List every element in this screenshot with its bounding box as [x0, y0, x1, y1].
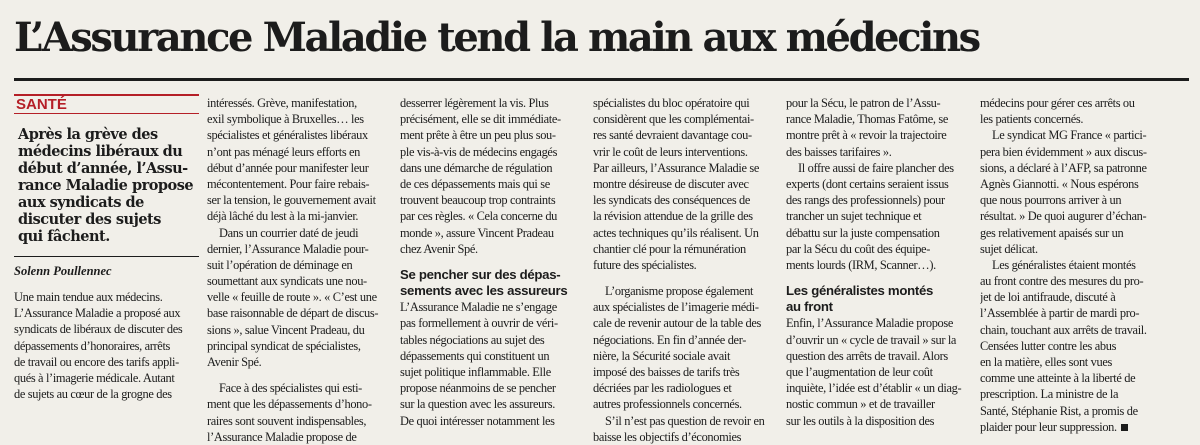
- text-line: nière, la Sécurité sociale avait: [593, 348, 731, 363]
- text-line: dans une démarche de régulation: [400, 160, 553, 175]
- text-line: n’ont pas ménagé leurs efforts en: [207, 144, 361, 159]
- text-line: montre désireuse de discuter avec: [593, 176, 749, 191]
- text-line: imposé des baisses de tarifs très: [593, 365, 740, 379]
- text-line: Dans un courrier daté de jeudi: [219, 225, 359, 240]
- text-line: ple vis-à-vis de médecins engagés: [400, 144, 558, 159]
- chapeau-line: début d’année, l’Assu-: [18, 160, 188, 177]
- text-line: raires sont souvent indispensables,: [207, 413, 367, 428]
- text-line: propose néanmoins de se pencher: [400, 381, 556, 396]
- subheading: sements avec les assureurs: [400, 283, 568, 299]
- text-line: débattu sur la juste compensation: [786, 225, 940, 240]
- text-line: intéressés. Grève, manifestation,: [207, 96, 357, 110]
- text-line: pour la Sécu, le patron de l’Assu-: [786, 96, 941, 110]
- text-line: précisément, elle se dit immédiate-: [400, 112, 561, 127]
- text-line: Face à des spécialistes qui esti-: [219, 381, 362, 396]
- text-line: aux spécialistes de l’imagerie médi-: [593, 300, 759, 315]
- text-line: dépassements qui constituent un: [400, 348, 550, 363]
- subheading: au front: [786, 299, 833, 315]
- text-line: baisse les objectifs d’économies: [593, 429, 742, 444]
- text-line: Censées lutter contre les abus: [980, 338, 1117, 353]
- text-line: L’Assurance Maladie a proposé aux: [14, 306, 181, 321]
- text-line: Les généralistes étaient montés: [992, 257, 1136, 272]
- text-line: cale de revenir autour de la table des: [593, 316, 761, 331]
- text-line: de travail ou encore des tarifs appli-: [14, 354, 179, 369]
- column-2: [207, 95, 389, 445]
- text-line: début d’année pour manifester leur: [207, 160, 369, 175]
- text-line: par la Sécu du coût des équipe-: [786, 241, 930, 256]
- text-line: pera bien évidemment » aux discus-: [980, 144, 1147, 159]
- text-line: de sujets au cœur de la grogne des: [14, 387, 172, 402]
- text-line: qués à l’imagerie médicale. Autant: [14, 370, 175, 385]
- text-line: De quoi intéresser notamment les: [400, 413, 555, 428]
- text-line: L’organisme propose également: [605, 284, 754, 299]
- text-line: Avenir Spé.: [207, 355, 262, 369]
- text-line: négociations. En fin d’année der-: [593, 332, 747, 347]
- headline-rule: [14, 78, 1189, 81]
- chapeau-line: rance Maladie propose: [18, 177, 194, 194]
- text-line: ser la tension, le gouvernement avait: [207, 193, 376, 208]
- text-line: les syndicats des conséquences de: [593, 193, 751, 208]
- text-line: de ces dépassements mais qui se: [400, 176, 550, 191]
- text-line: future des spécialistes.: [593, 257, 697, 272]
- text-line-content: plaider pour leur suppression.: [980, 419, 1117, 434]
- text-line: que nous pourrons arriver à un: [980, 193, 1122, 208]
- text-line: Une main tendue aux médecins.: [14, 290, 163, 304]
- text-line: exil symbolique à Bruxelles… les: [207, 112, 364, 127]
- text-line: principal syndicat de spécialistes,: [207, 338, 361, 353]
- text-line: l’Assemblée à partir de mardi pro-: [980, 306, 1140, 321]
- subheading: Se pencher sur des dépas-: [400, 266, 561, 282]
- text-line: nostic commun » et de travailler: [786, 397, 935, 412]
- column-1: [14, 289, 196, 402]
- text-line: ment que les dépassements d’hono-: [207, 397, 372, 412]
- chapeau-line: discuter des sujets: [18, 211, 161, 228]
- text-line: experts (dont certains seraient issus: [786, 176, 949, 191]
- text-line: que l’augmentation de leur coût: [786, 365, 933, 379]
- text-line: ges relativement apaisés sur un: [980, 225, 1124, 240]
- text-line: S’il n’est pas question de revoir en: [605, 413, 765, 428]
- text-line: velle « feuille de route ». « C’est une: [207, 290, 377, 305]
- text-line: sur la question avec les assureurs.: [400, 397, 555, 412]
- text-line: spécialistes et généralistes libéraux: [207, 128, 368, 143]
- text-line: inquiète, l’idée est d’établir « un diag-: [786, 381, 962, 396]
- text-line: actes techniques qu’ils réalisent. Un: [593, 225, 759, 240]
- text-line-last: [980, 419, 1162, 435]
- text-line: l’Assurance Maladie propose de: [207, 429, 357, 444]
- text-line: res santé devraient davantage cou-: [593, 128, 752, 143]
- text-line: Le syndicat MG France « partici-: [992, 128, 1147, 143]
- headline: L’Assurance Maladie tend la main aux médecins: [14, 14, 979, 61]
- chapeau-line: aux syndicats de: [18, 194, 144, 211]
- text-line: Santé, Stéphanie Rist, a promis de: [980, 403, 1138, 418]
- text-line: Agnès Giannotti. « Nous espérons: [980, 176, 1139, 191]
- subheading: Les généralistes montés: [786, 283, 934, 299]
- text-line: sions, a déclaré à l’AFP, sa patronne: [980, 160, 1147, 175]
- text-line: chantier clé pour la rémunération: [593, 241, 746, 256]
- text-line: tables négociations au sujet des: [400, 332, 545, 347]
- text-line: question des arrêts de travail. Alors: [786, 348, 948, 363]
- author-byline: Solenn Poullennec: [14, 256, 199, 279]
- chapeau: [18, 126, 196, 245]
- text-line: Il offre aussi de faire plancher des: [798, 160, 954, 175]
- text-line: comme une atteinte à la liberté de: [980, 371, 1136, 386]
- section-rubric: SANTÉ: [14, 94, 199, 114]
- text-line: sions », salue Vincent Pradeau, du: [207, 322, 365, 337]
- text-line: jet de loi antifraude, discuté à: [980, 290, 1116, 305]
- text-line: montre prêt à « revoir la trajectoire: [786, 128, 947, 143]
- text-line: trouvent beaucoup trop contraints: [400, 193, 556, 208]
- text-line: dépassements d’honoraires, arrêts: [14, 338, 171, 353]
- text-line: décriées par les radiologues et: [593, 381, 732, 396]
- text-line: ment prête à être un peu plus sou-: [400, 128, 556, 143]
- text-line: trancher un sujet technique et: [786, 209, 922, 224]
- text-line: sujet délicat.: [980, 241, 1038, 256]
- text-line: chain, touchant aux arrêts de travail.: [980, 322, 1147, 337]
- text-line: considèrent que les complémentai-: [593, 112, 754, 127]
- text-line: des rangs des professionnels) pour: [786, 193, 945, 208]
- text-line: pas formellement à ouvrir de véri-: [400, 316, 558, 331]
- text-line: base raisonnable de départ de discus-: [207, 306, 379, 321]
- text-line: dernier, l’Assurance Maladie pour-: [207, 241, 369, 256]
- chapeau-line: qui fâchent.: [18, 228, 110, 245]
- column-5: [786, 95, 968, 429]
- text-line: ments lourds (IRM, Scanner…).: [786, 257, 936, 272]
- text-line: sur les outils à la disposition des: [786, 413, 935, 428]
- text-line: soumettant aux syndicats une nou-: [207, 274, 367, 289]
- text-line: chez Avenir Spé.: [400, 241, 478, 256]
- text-line: desserrer légèrement la vis. Plus: [400, 96, 549, 110]
- text-line: L’Assurance Maladie ne s’engage: [400, 300, 557, 315]
- text-line: vrir le coût de leurs interventions.: [593, 144, 748, 159]
- column-3: [400, 95, 582, 429]
- text-line: autres professionnels concernés.: [593, 397, 742, 412]
- text-line: Enfin, l’Assurance Maladie propose: [786, 316, 954, 331]
- text-line: médecins pour gérer ces arrêts ou: [980, 96, 1135, 110]
- text-line: suit l’opération de déminage en: [207, 257, 353, 272]
- column-4: [593, 95, 775, 445]
- text-line: des baisses tarifaires ».: [786, 144, 892, 159]
- text-line: la révision attendue de la grille des: [593, 209, 753, 224]
- text-line: mécontentement. Pour faire rebais-: [207, 176, 370, 191]
- chapeau-line: Après la grève des: [18, 126, 158, 143]
- text-line: résultat. » De quoi augurer d’échan-: [980, 209, 1147, 224]
- text-line: par ces règles. « Cela concerne du: [400, 209, 558, 224]
- text-line: rance Maladie, Thomas Fatôme, se: [786, 112, 948, 127]
- text-line: prescription. La ministre de la: [980, 387, 1119, 402]
- column-6: [980, 95, 1162, 435]
- text-line: déjà lâché du lest à la mi-janvier.: [207, 209, 359, 224]
- text-line: syndicats de libéraux de discuter des: [14, 322, 183, 337]
- text-line: d’ouvrir un « cycle de travail » sur la: [786, 332, 957, 347]
- text-line: spécialistes du bloc opératoire qui: [593, 96, 750, 110]
- chapeau-line: médecins libéraux du: [18, 143, 183, 160]
- text-line: Par ailleurs, l’Assurance Maladie se: [593, 160, 759, 175]
- text-line: au front contre des mesures du pro-: [980, 274, 1144, 289]
- text-line: monde », assure Vincent Pradeau: [400, 225, 554, 240]
- text-line: sujet politique inflammable. Elle: [400, 365, 551, 379]
- text-line: en la matière, elles sont vues: [980, 355, 1112, 369]
- text-line: les patients concernés.: [980, 112, 1084, 127]
